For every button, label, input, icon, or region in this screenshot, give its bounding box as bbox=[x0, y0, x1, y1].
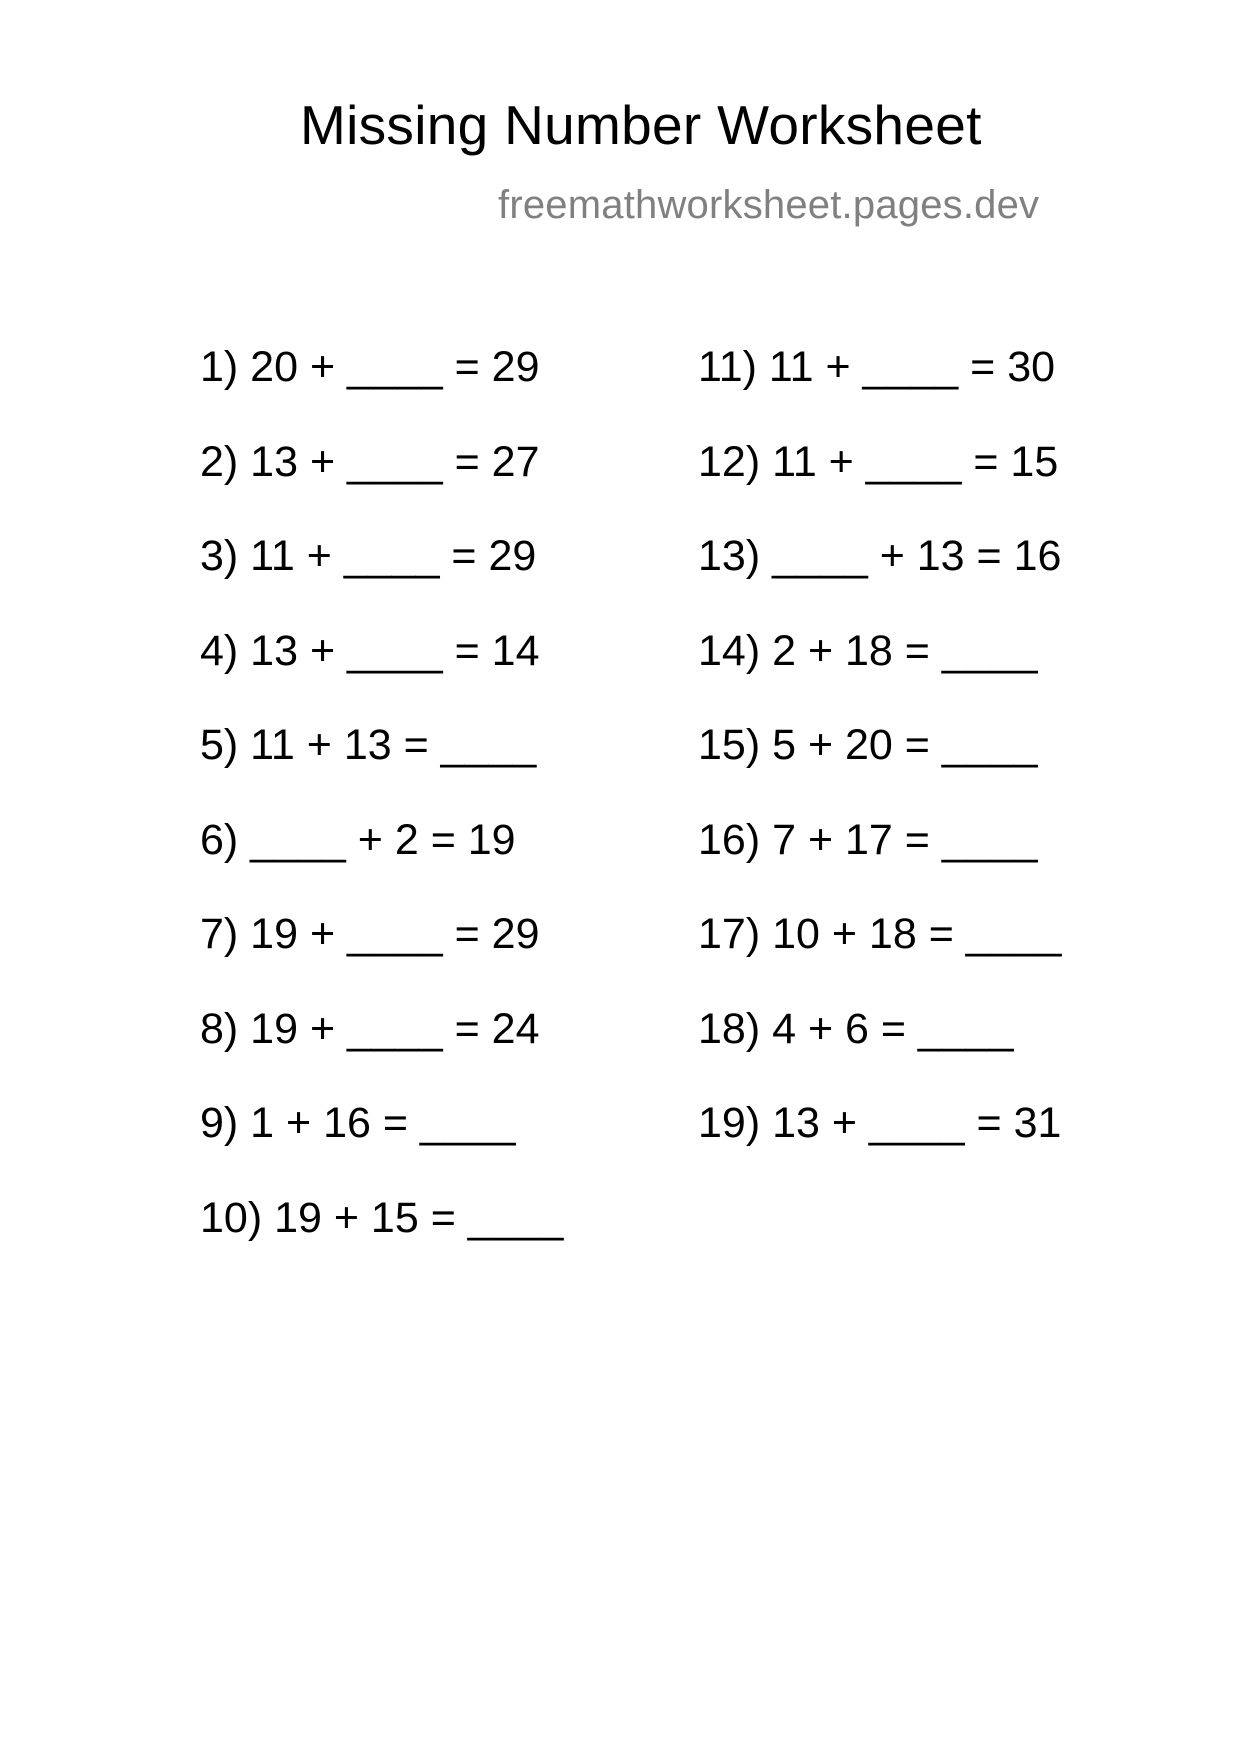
problem-16: 16) 7 + 17 = ____ bbox=[698, 815, 1038, 864]
problem-column-left bbox=[200, 343, 564, 1291]
problem-18: 18) 4 + 6 = ____ bbox=[698, 1004, 1014, 1053]
problem-9: 9) 1 + 16 = ____ bbox=[200, 1099, 516, 1147]
problem-19: 19) 13 + ____ = 31 bbox=[698, 1099, 1062, 1147]
problem-12: 12) 11 + ____ = 15 bbox=[698, 437, 1059, 486]
worksheet-title: Missing Number Worksheet bbox=[300, 94, 982, 156]
problem-6: 6) ____ + 2 = 19 bbox=[200, 815, 516, 864]
problem-column-right bbox=[698, 343, 1062, 1197]
problem-8: 8) 19 + ____ = 24 bbox=[200, 1004, 540, 1053]
problem-13: 13) ____ + 13 = 16 bbox=[698, 532, 1062, 580]
worksheet-source: freemathworksheet.pages.dev bbox=[498, 183, 1040, 227]
problem-10: 10) 19 + 15 = ____ bbox=[200, 1193, 564, 1242]
problem-5: 5) 11 + 13 = ____ bbox=[200, 721, 537, 769]
problem-7: 7) 19 + ____ = 29 bbox=[200, 910, 540, 958]
problem-2: 2) 13 + ____ = 27 bbox=[200, 437, 540, 486]
problem-14: 14) 2 + 18 = ____ bbox=[698, 626, 1038, 675]
problem-17: 17) 10 + 18 = ____ bbox=[698, 910, 1062, 958]
problem-3: 3) 11 + ____ = 29 bbox=[200, 532, 537, 580]
problem-15: 15) 5 + 20 = ____ bbox=[698, 721, 1038, 769]
problem-11: 11) 11 + ____ = 30 bbox=[698, 343, 1056, 391]
problem-4: 4) 13 + ____ = 14 bbox=[200, 626, 540, 675]
problem-1: 1) 20 + ____ = 29 bbox=[200, 343, 540, 391]
